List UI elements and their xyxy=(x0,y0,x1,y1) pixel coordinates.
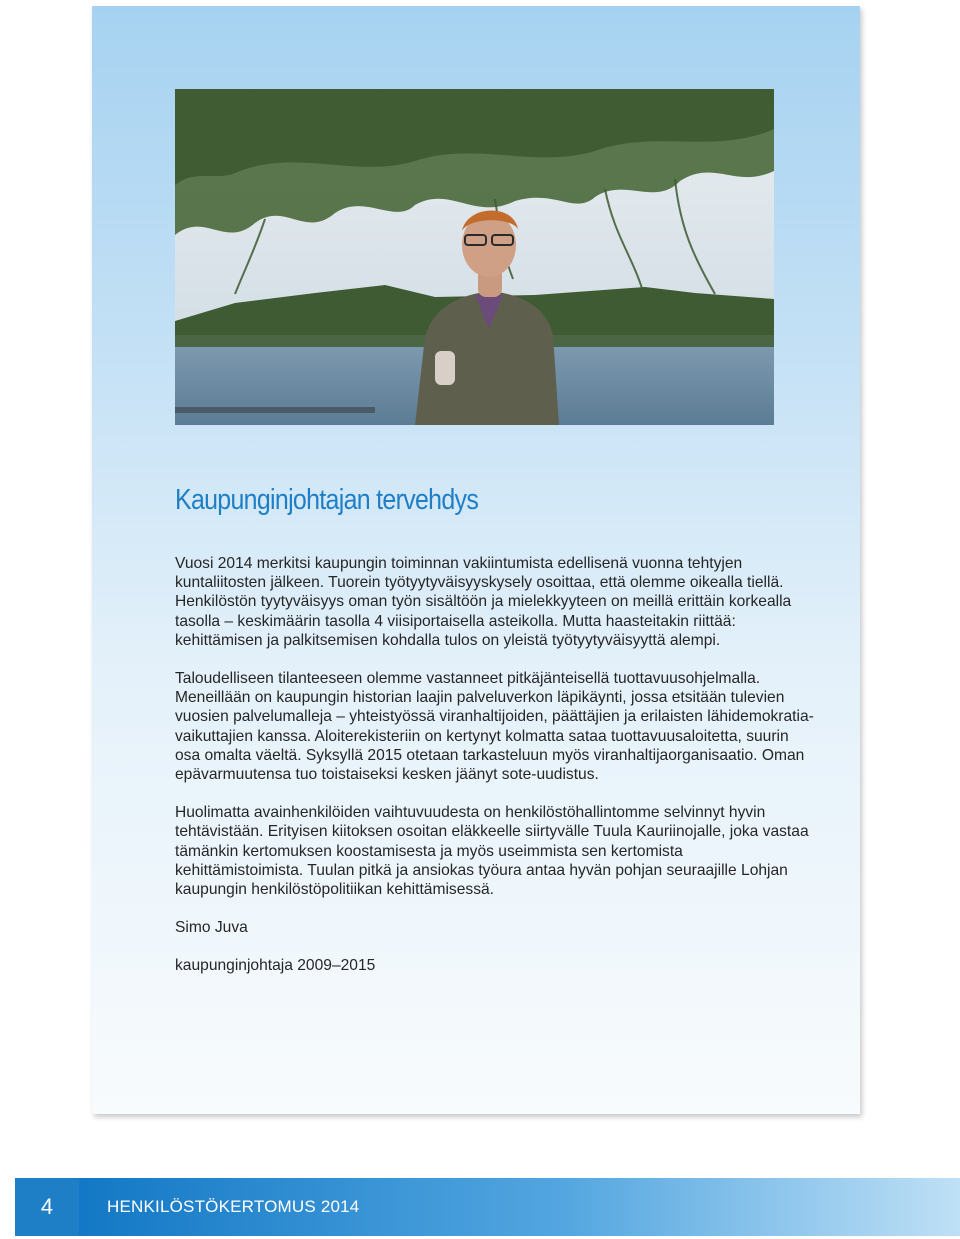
portrait-photo xyxy=(175,89,774,425)
page-number: 4 xyxy=(15,1178,79,1236)
article-body xyxy=(175,554,815,995)
signature-role: kaupunginjohtaja 2009–2015 xyxy=(175,957,376,975)
publication-title: HENKILÖSTÖKERTOMUS 2014 xyxy=(107,1197,360,1216)
page-footer xyxy=(0,1178,960,1236)
page-title: Kaupunginjohtajan tervehdys xyxy=(175,484,479,516)
paragraph-intro: Vuosi 2014 merkitsi kaupungin toiminnan vakiintumista edellisenä vuonna tehtyjen kuntaliitosten jälkeen. Tuorein työtyytyväisyyskysely osoittaa, että olemme oikealla tiellä. Henkilöstön tyytyväisyys oman työn sisältöön ja mielekkyyteen on meillä erittäin korkealla tasolla – keskimäärin tasolla 4 viisiportaisella asteikolla. Mutta haasteitakin riittää: kehittämisen ja palkitsemisen kohdalla tulos on yleistä työtyytyväisyyttä alempi. xyxy=(175,555,792,649)
page-card xyxy=(92,6,860,1114)
signature-name: Simo Juva xyxy=(175,919,248,937)
paragraph-productivity: Taloudelliseen tilanteeseen olemme vastanneet pitkäjänteisellä tuottavuusohjelmalla. Meneillään on kaupungin historian laajin palveluverkon läpikäynti, jossa etsitään tulevien vuosien palvelumalleja – yhteistyössä viranhaltijoiden, päättäjien ja erilaisten lähidemokratia-vaikuttajien kanssa. Aloiterekisteriin on kertynyt kolmatta sataa tuottavuusaloitetta, suurin osa omalta väeltä. Syksyllä 2015 otetaan tarkasteluun myös viranhaltijaorganisaatio. Oman epävarmuutensa tuo toistaiseksi kesken jäänyt sote-uudistus. xyxy=(175,670,814,784)
paragraph-thanks: Huolimatta avainhenkilöiden vaihtuvuudesta on henkilöstöhallintomme selvinnyt hyvin tehtävistään. Erityisen kiitoksen osoitan eläkkeelle siirtyvälle Tuula Kauriinojalle, joka vastaa tämänkin kertomuksen koostamisesta ja myös useimmista sen kertomista kehittämistoimista. Tuulan pitkä ja ansiokas työura antaa hyvän pohjan seuraajille Lohjan kaupungin henkilöstöpolitiikan kehittämisessä. xyxy=(175,804,809,899)
lake-portrait-illustration xyxy=(175,89,774,425)
